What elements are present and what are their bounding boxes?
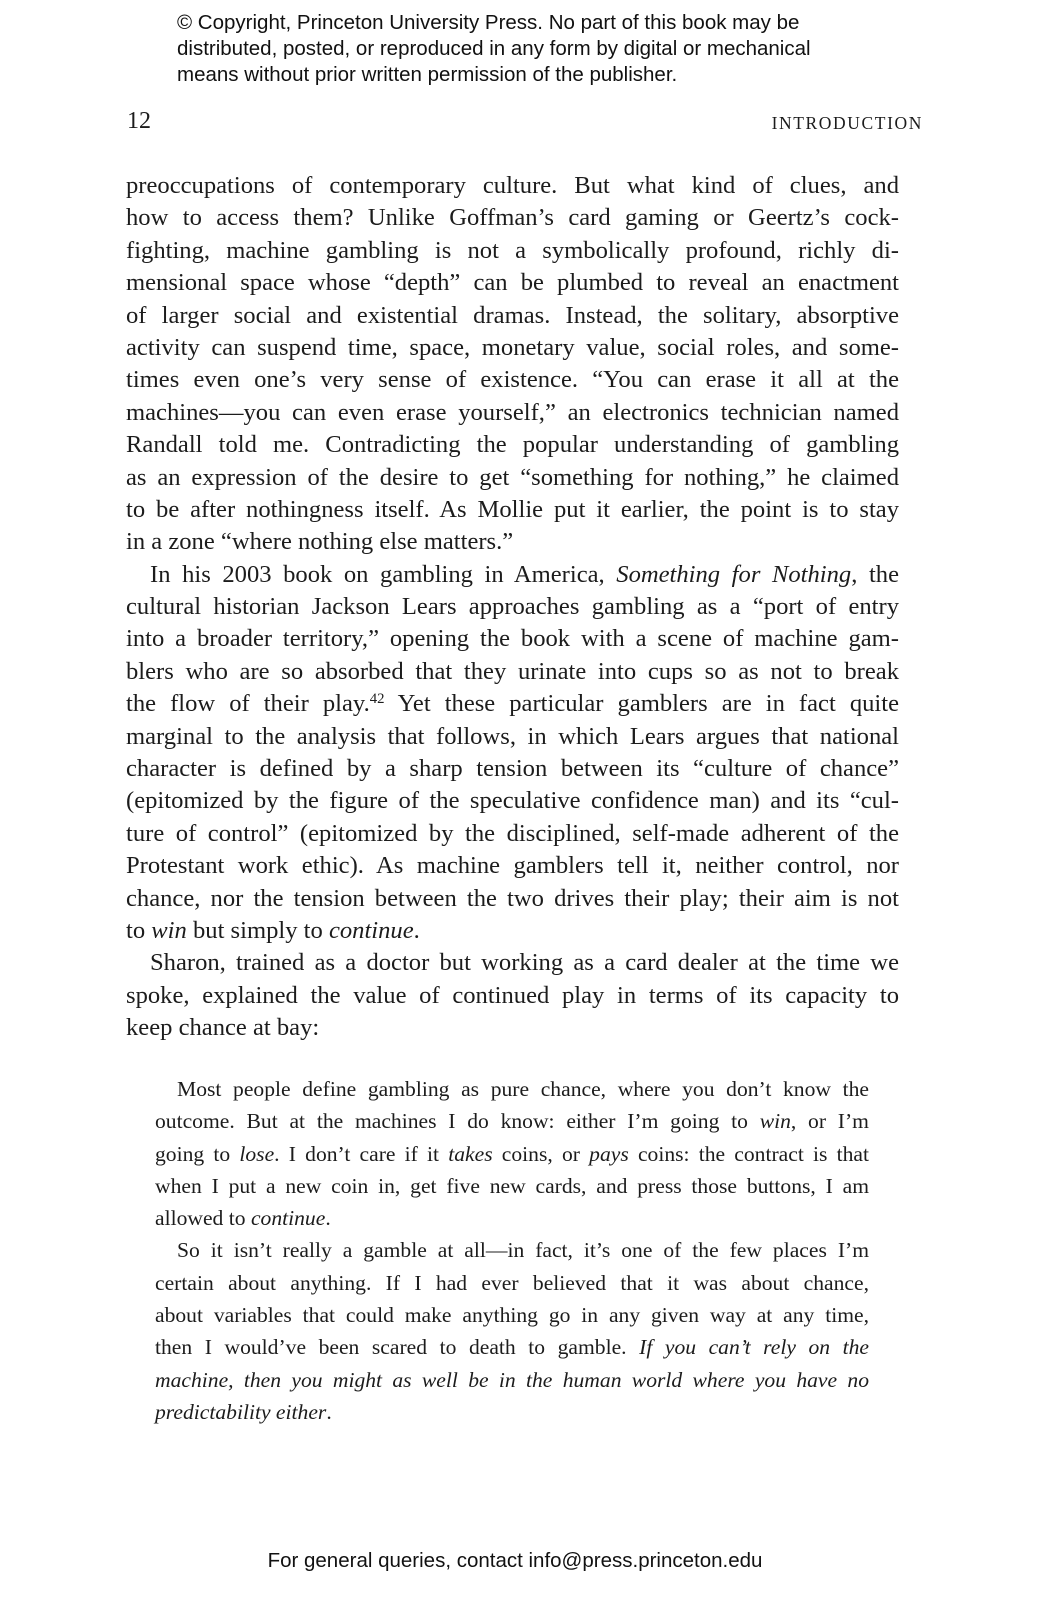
copyright-line: distributed, posted, or reproduced in any form by digital or mechanical [177, 37, 811, 60]
text-line: fighting, machine gambling is not a symbolically profound, richly di- [126, 236, 899, 264]
text-line: times even one’s very sense of existence. “You can erase it all at the [126, 366, 899, 394]
text-run: , or I’m [790, 1109, 869, 1134]
emphasis: pays [589, 1141, 629, 1166]
text-line: as an expression of the desire to get “something for nothing,” he claimed [126, 463, 899, 491]
text-line: Protestant work ethic). As machine gamblers tell it, neither control, nor [126, 852, 899, 880]
text-run: In his 2003 book on gambling in America, [150, 560, 617, 588]
text-line: mensional space whose “depth” can be plumbed to reveal an enactment [126, 269, 899, 297]
text-line: marginal to the analysis that follows, in which Lears argues that national [126, 722, 899, 750]
text-run: coins, or [492, 1141, 590, 1166]
emphasis: takes [448, 1141, 493, 1166]
text-line [126, 559, 899, 591]
quote-line [155, 1202, 869, 1234]
quote-line: certain about anything. If I had ever believed that it was about chance, [155, 1270, 869, 1295]
text-line: chance, nor the tension between the two drives their play; their aim is not [126, 884, 899, 912]
text-line [126, 915, 899, 947]
text-run: but simply to [186, 916, 329, 944]
quote-line: So it isn’t really a gamble at all—in fact, it’s one of the few places I’m [177, 1238, 869, 1263]
text-line: blers who are so absorbed that they urinate into cups so as not to break [126, 657, 899, 685]
quote-line [155, 1138, 869, 1170]
text-run: . [325, 1206, 331, 1231]
quote-line: when I put a new coin in, get five new cards, and press those buttons, I am [155, 1173, 869, 1198]
emphasis: If you can’t rely on the [639, 1335, 869, 1360]
copyright-line: © Copyright, Princeton University Press. No part of this book may be [177, 11, 800, 34]
page-number: 12 [127, 108, 151, 134]
text-run: . I don’t care if it [274, 1141, 449, 1166]
text-line: to be after nothingness itself. As Mollie put it earlier, the point is to stay [126, 495, 899, 523]
text-line: spoke, explained the value of continued play in terms of its capacity to [126, 981, 899, 1009]
copyright-line: means without prior written permission of the publisher. [177, 63, 678, 86]
text-run: . [326, 1399, 332, 1424]
emphasis: win [151, 916, 187, 944]
emphasis: continue [250, 1206, 326, 1231]
text-line: in a zone “where nothing else matters.” [126, 528, 514, 556]
text-run: allowed to [155, 1206, 251, 1231]
text-line: character is defined by a sharp tension between its “culture of chance” [126, 755, 899, 783]
text-line: ture of control” (epitomized by the disciplined, self-made adherent of the [126, 819, 899, 847]
text-run: going to [155, 1141, 240, 1166]
quote-line [155, 1331, 869, 1363]
text-run: Yet these particular gamblers are in fact quite [384, 690, 900, 718]
copyright-notice [177, 10, 997, 88]
emphasis: predictability either [155, 1399, 327, 1424]
text-run: then I would’ve been scared to death to gamble. [155, 1335, 640, 1360]
quote-line: about variables that could make anything go in any given way at any time, [155, 1303, 869, 1328]
text-line: Sharon, trained as a doctor but working as a card dealer at the time we [150, 949, 899, 977]
quote-line [155, 1364, 869, 1396]
emphasis: continue [328, 916, 414, 944]
text-line: machines—you can even erase yourself,” an electronics technician named [126, 398, 899, 426]
contact-footer: For general queries, contact info@press.princeton.edu [267, 1549, 763, 1572]
block-quote [155, 1073, 869, 1428]
text-line: (epitomized by the figure of the speculative confidence man) and its “cul- [126, 787, 899, 815]
text-line: of larger social and existential dramas. Instead, the solitary, absorptive [126, 301, 899, 329]
emphasis: win [759, 1109, 791, 1134]
footnote-ref: 42 [369, 691, 385, 708]
text-line: into a broader territory,” opening the book with a scene of machine gam- [126, 625, 899, 653]
emphasis: lose [239, 1141, 275, 1166]
quote-line [155, 1396, 869, 1428]
text-run: the flow of their play. [126, 690, 370, 718]
quote-line: Most people define gambling as pure chance, where you don’t know the [177, 1077, 869, 1101]
quote-line [155, 1105, 869, 1137]
text-line: keep chance at bay: [126, 1014, 320, 1042]
text-line [126, 688, 899, 720]
text-run: , the [851, 560, 900, 588]
text-run: . [413, 916, 420, 944]
text-line: preoccupations of contemporary culture. But what kind of clues, and [126, 172, 899, 199]
text-run: to [126, 916, 152, 944]
text-run: outcome. But at the machines I do know: either I’m going to [155, 1109, 760, 1134]
running-head: INTRODUCTION [771, 113, 923, 133]
text-line: activity can suspend time, space, monetary value, social roles, and some- [126, 333, 899, 361]
text-run: coins: the contract is that [628, 1141, 869, 1166]
body-text [126, 170, 899, 1045]
text-line: cultural historian Jackson Lears approaches gambling as a “port of entry [126, 593, 899, 621]
text-line: Randall told me. Contradicting the popular understanding of gambling [126, 431, 899, 459]
text-line: how to access them? Unlike Goffman’s card gaming or Geertz’s cock- [126, 204, 899, 232]
emphasis: machine, then you might as well be in the human world where you have no [155, 1367, 869, 1392]
book-title: Something for Nothing [616, 560, 852, 588]
